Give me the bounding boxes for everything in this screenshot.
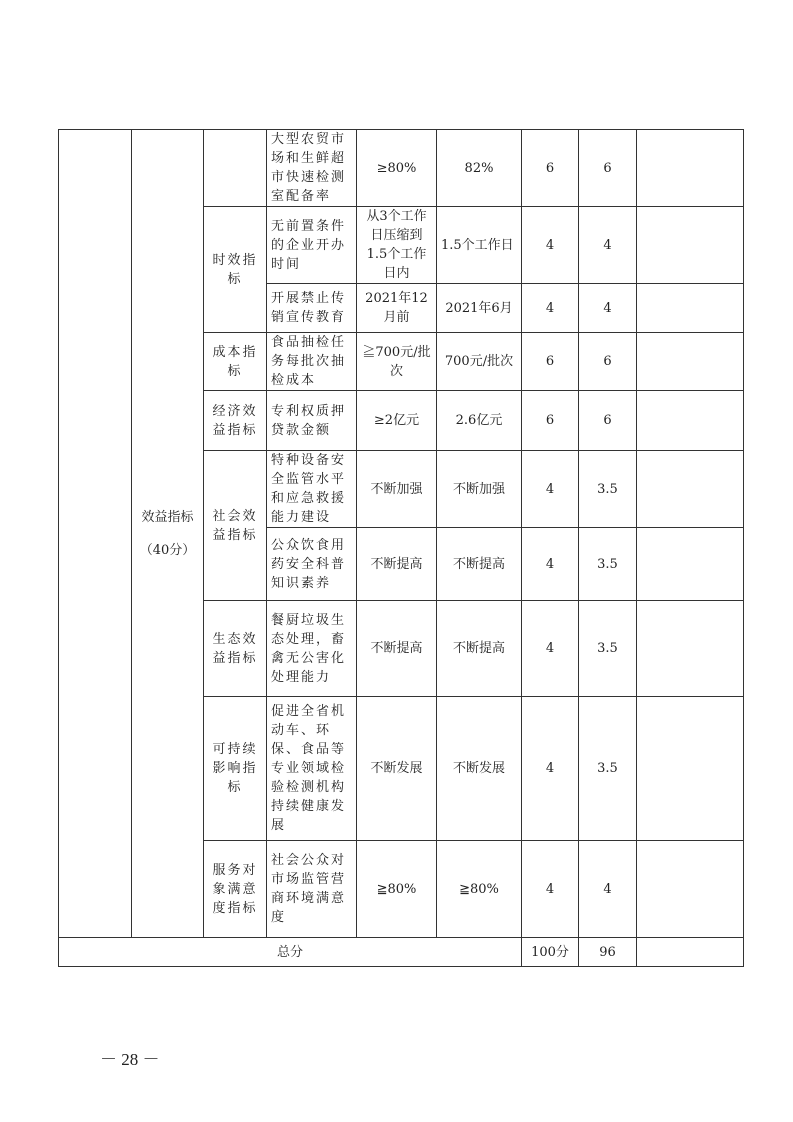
- weight-cell: 6: [522, 130, 579, 207]
- score-cell: 3.5: [579, 697, 637, 841]
- level1-cell: [59, 130, 132, 938]
- page-number: － 28 －: [100, 1050, 160, 1069]
- weight-cell: 4: [522, 207, 579, 284]
- weight-cell: 4: [522, 284, 579, 333]
- total-label: 总分: [59, 938, 522, 967]
- indicator-cell: 大型农贸市场和生鲜超市快速检测室配备率: [267, 130, 357, 207]
- target-cell: ≥2亿元: [357, 391, 437, 451]
- target-cell: ≥80%: [357, 130, 437, 207]
- weight-cell: 6: [522, 333, 579, 391]
- weight-cell: 4: [522, 697, 579, 841]
- total-score: 96: [579, 938, 637, 967]
- table-row: [59, 130, 744, 207]
- indicator-cell: 无前置条件的企业开办时间: [267, 207, 357, 284]
- indicator-cell: 公众饮食用药安全科普知识素养: [267, 528, 357, 601]
- target-cell: 不断提高: [357, 528, 437, 601]
- target-cell: 2021年12月前: [357, 284, 437, 333]
- performance-table: [58, 129, 744, 967]
- weight-cell: 6: [522, 391, 579, 451]
- score-cell: 4: [579, 207, 637, 284]
- category-label: 效益指标: [141, 509, 194, 525]
- score-cell: 6: [579, 130, 637, 207]
- total-note: [637, 938, 744, 967]
- weight-cell: 4: [522, 601, 579, 697]
- sub-indicator-cell: 生态效益指标: [204, 601, 267, 697]
- indicator-cell: 餐厨垃圾生态处理，畜禽无公害化处理能力: [267, 601, 357, 697]
- target-cell: ≧80%: [357, 841, 437, 938]
- indicator-cell: 社会公众对市场监管营商环境满意度: [267, 841, 357, 938]
- actual-cell: 不断发展: [437, 697, 522, 841]
- score-cell: 4: [579, 841, 637, 938]
- category-points: （40分）: [139, 542, 196, 558]
- actual-cell: 700元/批次: [437, 333, 522, 391]
- note-cell: [637, 841, 744, 938]
- weight-cell: 4: [522, 451, 579, 528]
- target-cell: 从3个工作日压缩到1.5个工作日内: [357, 207, 437, 284]
- note-cell: [637, 333, 744, 391]
- target-cell: 不断提高: [357, 601, 437, 697]
- sub-indicator-cell: 时效指标: [204, 207, 267, 333]
- sub-indicator-cell: 社会效益指标: [204, 451, 267, 601]
- score-cell: 3.5: [579, 528, 637, 601]
- indicator-cell: 促进全省机动车、环保、食品等专业领域检验检测机构持续健康发展: [267, 697, 357, 841]
- target-cell: 不断加强: [357, 451, 437, 528]
- note-cell: [637, 207, 744, 284]
- sub-indicator-cell: 可持续影响指标: [204, 697, 267, 841]
- score-cell: 4: [579, 284, 637, 333]
- weight-cell: 4: [522, 528, 579, 601]
- sub-indicator-cell: 成本指标: [204, 333, 267, 391]
- actual-cell: 2.6亿元: [437, 391, 522, 451]
- score-cell: 3.5: [579, 601, 637, 697]
- indicator-cell: 食品抽检任务每批次抽检成本: [267, 333, 357, 391]
- actual-cell: 不断提高: [437, 528, 522, 601]
- note-cell: [637, 391, 744, 451]
- target-cell: 不断发展: [357, 697, 437, 841]
- total-weight: 100分: [522, 938, 579, 967]
- sub-indicator-cell: 服务对象满意度指标: [204, 841, 267, 938]
- actual-cell: 1.5个工作日: [437, 207, 522, 284]
- note-cell: [637, 528, 744, 601]
- score-cell: 6: [579, 391, 637, 451]
- actual-cell: 不断提高: [437, 601, 522, 697]
- sub-indicator-cell: [204, 130, 267, 207]
- note-cell: [637, 130, 744, 207]
- score-cell: 6: [579, 333, 637, 391]
- indicator-cell: 专利权质押贷款金额: [267, 391, 357, 451]
- total-row: [59, 938, 744, 967]
- weight-cell: 4: [522, 841, 579, 938]
- category-cell: [132, 130, 204, 938]
- actual-cell: 82%: [437, 130, 522, 207]
- actual-cell: 2021年6月: [437, 284, 522, 333]
- note-cell: [637, 451, 744, 528]
- actual-cell: 不断加强: [437, 451, 522, 528]
- target-cell: ≧700元/批次: [357, 333, 437, 391]
- score-cell: 3.5: [579, 451, 637, 528]
- note-cell: [637, 697, 744, 841]
- indicator-cell: 开展禁止传销宣传教育: [267, 284, 357, 333]
- actual-cell: ≧80%: [437, 841, 522, 938]
- note-cell: [637, 284, 744, 333]
- sub-indicator-cell: 经济效益指标: [204, 391, 267, 451]
- note-cell: [637, 601, 744, 697]
- indicator-cell: 特种设备安全监管水平和应急救援能力建设: [267, 451, 357, 528]
